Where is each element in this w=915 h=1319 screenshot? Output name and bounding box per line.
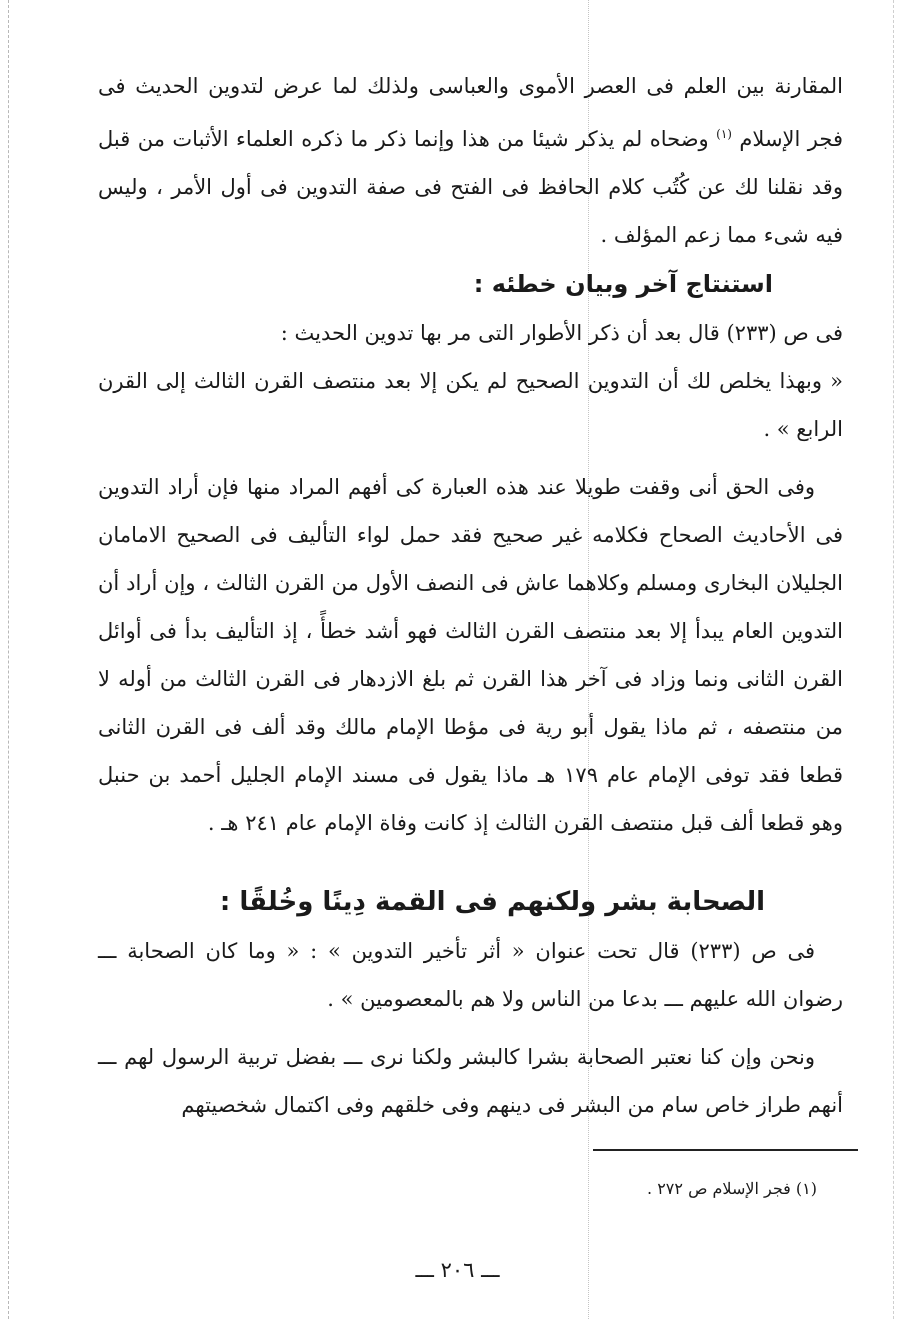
section-1-intro: فى ص (٢٣٣) قال بعد أن ذكر الأطوار التى مر بها تدوين الحديث : [280, 321, 843, 345]
page-body [98, 62, 843, 1129]
scan-edge-right [893, 0, 894, 1319]
opening-paragraph-part-1: المقارنة بين العلم فى العصر الأموى والعباسى ولذلك لما عرض لتدوين الحديث فى فجر الإسلام [98, 74, 843, 151]
scan-edge-left [8, 0, 9, 1319]
page-number: ـــ ٢٠٦ ـــ [415, 1258, 500, 1282]
footnote-divider [593, 1149, 858, 1151]
section-1-quote: « وبهذا يخلص لك أن التدوين الصحيح لم يكن إلا بعد منتصف القرن الثالث إلى القرن الرابع » . [98, 369, 843, 441]
opening-paragraph-part-2: وضحاه لم يذكر شيئا من هذا وإنما ذكر ما ذكره العلماء الأثبات من قبل وقد نقلنا لك عن كُتُب كلام الحافظ فى الفتح فى صفة التدوين فى أول الأمر ، وليس فيه شىء مما زعم المؤلف . [98, 127, 843, 247]
footnote: (١) فجر الإسلام ص ٢٧٢ . [647, 1179, 817, 1198]
spacer [98, 847, 843, 877]
section-heading-conclusion: استنتاج آخر وبيان خطئه : [473, 270, 773, 298]
section-2-intro: فى ص (٢٣٣) قال تحت عنوان « أثر تأخير التدوين » : « وما كان الصحابة ـــ رضوان الله عليهم ـــ بدعا من الناس ولا هم بالمعصومين » . [98, 939, 843, 1011]
section-2-body: ونحن وإن كنا نعتبر الصحابة بشرا كالبشر ولكنا نرى ـــ بفضل تربية الرسول لهم ـــ أنهم طراز خاص سام من البشر فى دينهم وفى خلقهم وفى اكتمال شخصيتهم [98, 1045, 843, 1117]
section-1-body: وفى الحق أنى وقفت طويلا عند هذه العبارة كى أفهم المراد منها فإن أراد التدوين فى الأحاديث الصحاح فكلامه غير صحيح فقد حمل لواء التأليف فى الصحيح الامامان الجليلان البخارى ومسلم وكلاهما عاش فى النصف الأول من القرن الثالث ، وإن أراد أن التدوين العام يبدأ إلا بعد منتصف القرن الثالث فهو أشد خطأً ، إذ التأليف بدأ فى أوائل القرن الثانى ونما وزاد فى آخر هذا القرن ثم بلغ الازدهار فى القرن الثالث من أوله لا من منتصفه ، ثم ماذا يقول أبو رية فى مؤطا الإمام مالك وقد ألف فى القرن الثانى قطعا فقد توفى الإمام عام ١٧٩ هـ ماذا يقول فى مسند الإمام الجليل أحمد بن حنبل وهو قطعا ألف قبل منتصف القرن الثالث إذ كانت وفاة الإمام عام ٢٤١ هـ . [98, 475, 843, 835]
opening-paragraph [98, 62, 843, 259]
footnote-reference: (١) [716, 127, 732, 141]
section-heading-companions: الصحابة بشر ولكنهم فى القمة دِينًا وخُلقًا : [219, 887, 765, 917]
spacer [98, 453, 843, 463]
spacer [98, 1023, 843, 1033]
